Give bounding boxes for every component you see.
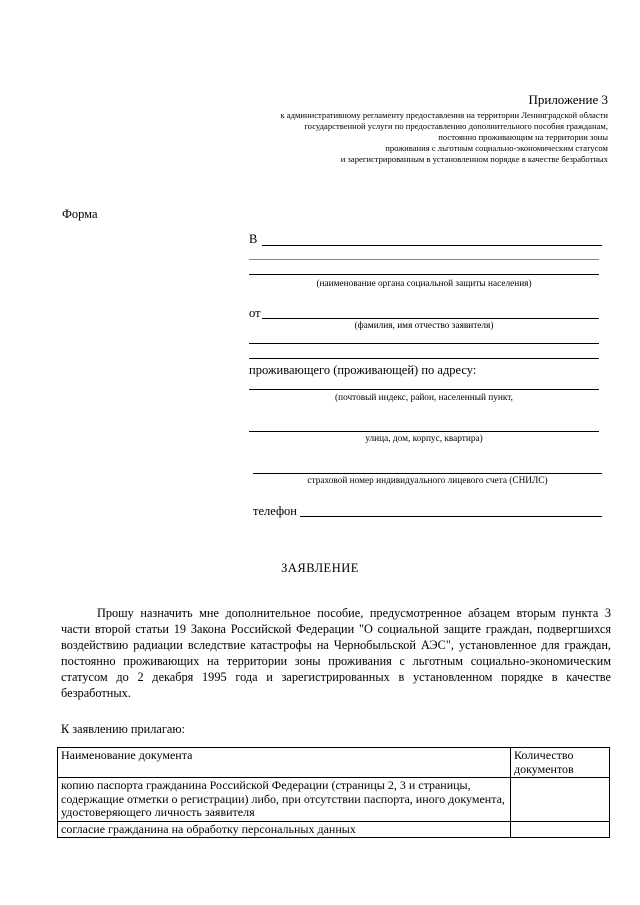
header-line-4: проживания с льготным социально-экономическим статусом <box>385 143 608 153</box>
document-count-cell[interactable] <box>511 778 610 822</box>
header-line-2: государственной услуги по предоставлению дополнительного пособия гражданам, <box>304 121 608 131</box>
to-label: В <box>249 232 258 246</box>
document-name-cell: копию паспорта гражданина Российской Федерации (страницы 2, 3 и страницы, содержащие отметки о регистрации) либо, при отсутствии паспорта, иного документа, удостоверяющего личность заявителя <box>58 778 511 822</box>
from-label: от <box>249 306 261 320</box>
residing-label: проживающего (проживающей) по адресу: <box>249 363 477 377</box>
form-label: Форма <box>62 207 98 221</box>
authority-line-2[interactable] <box>249 259 599 260</box>
statement-title: ЗАЯВЛЕНИЕ <box>281 561 359 575</box>
header-line-1: к административному регламенту предоставления на территории Ленинградской области <box>280 110 608 120</box>
table-row <box>58 821 610 838</box>
appendix-title: Приложение 3 <box>528 92 608 107</box>
table-row <box>58 778 610 822</box>
documents-table <box>57 747 610 838</box>
fio-line-3[interactable] <box>249 358 599 359</box>
fio-line-2[interactable] <box>249 343 599 344</box>
address-line-1[interactable] <box>249 389 599 390</box>
header-line-5: и зарегистрированным в установленном порядке в качестве безработных <box>340 154 608 164</box>
phone-line[interactable] <box>300 516 602 517</box>
phone-label: телефон <box>253 504 297 518</box>
statement-body: Прошу назначить мне дополнительное пособие, предусмотренное абзацем вторым пункта 3 части второй статьи 19 Закона Российской Федерации "О социальной защите граждан, подвергшихся воздействию радиации вследствие катастрофы на Чернобыльской АЭС", установленное для граждан, постоянно проживающих на территории зоны проживания с льготным социально-экономическим статусом до 2 декабря 1995 года и зарегистрированных в установленном порядке в качестве безработных. <box>61 606 611 700</box>
address-line-2[interactable] <box>249 431 599 432</box>
header-document-count: Количество документов <box>511 748 610 778</box>
fio-caption: (фамилия, имя отчество заявителя) <box>354 321 494 331</box>
document-count-cell[interactable] <box>511 821 610 838</box>
snils-line[interactable] <box>253 473 602 474</box>
header-line-3: постоянно проживающим на территории зоны <box>438 132 608 142</box>
authority-caption: (наименование органа социальной защиты населения) <box>316 279 532 289</box>
attach-label: К заявлению прилагаю: <box>61 722 185 736</box>
header-document-name: Наименование документа <box>58 748 511 778</box>
street-caption: улица, дом, корпус, квартира) <box>365 434 483 444</box>
authority-line-3[interactable] <box>249 274 599 275</box>
document-name-cell: согласие гражданина на обработку персональных данных <box>58 821 511 838</box>
fio-line-1[interactable] <box>262 318 599 319</box>
authority-line-1[interactable] <box>262 245 602 246</box>
snils-caption: страховой номер индивидуального лицевого счета (СНИЛС) <box>307 476 548 486</box>
postal-caption: (почтовый индекс, район, населенный пункт, <box>335 393 513 403</box>
table-header-row <box>58 748 610 778</box>
